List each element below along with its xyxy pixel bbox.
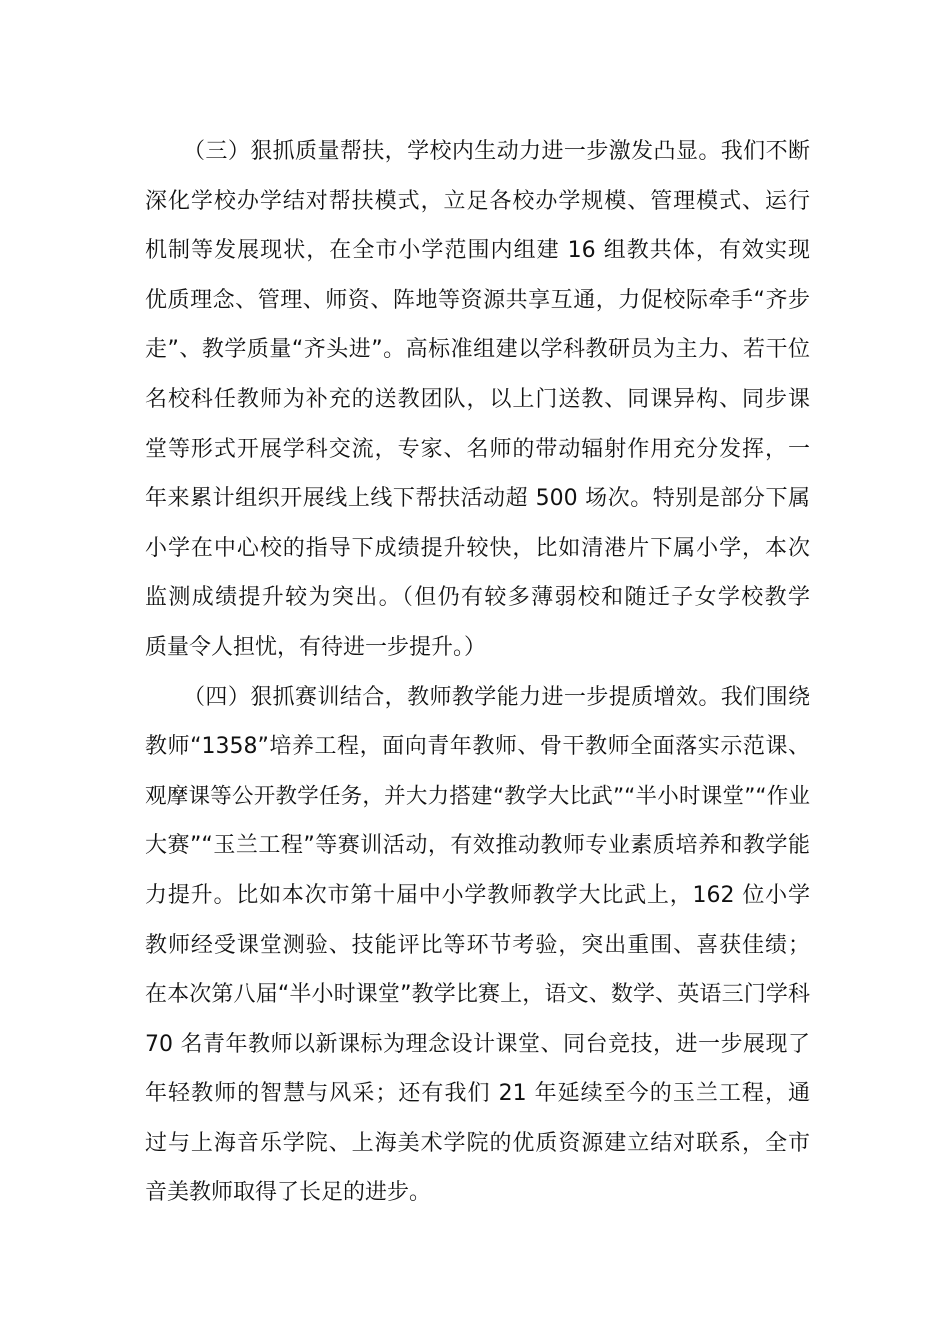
paragraph-line: 走”、教学质量“齐头进”。高标准组建以学科教研员为主力、若干位 xyxy=(145,337,810,363)
paragraph-line: 质量令人担忧，有待进一步提升。） xyxy=(145,634,487,660)
paragraph-line: （三）狠抓质量帮扶，学校内生动力进一步激发凸显。我们不断 xyxy=(183,139,810,164)
paragraph-line: 过与上海音乐学院、上海美术学院的优质资源建立结对联系，全市 xyxy=(145,1130,810,1156)
paragraph-line: 教师经受课堂测验、技能评比等环节考验，突出重围、喜获佳绩； xyxy=(145,932,810,958)
paragraph-line: 深化学校办学结对帮扶模式，立足各校办学规模、管理模式、运行 xyxy=(145,188,810,214)
paragraph-line: 音美教师取得了长足的进步。 xyxy=(145,1180,432,1206)
paragraph-line: 力提升。比如本次市第十届中小学教师教学大比武上，162 位小学 xyxy=(145,882,810,908)
paragraph-line: 名校科任教师为补充的送教团队，以上门送教、同课异构、同步课 xyxy=(145,386,810,412)
paragraph-line: 教师“1358”培养工程，面向青年教师、骨干教师全面落实示范课、 xyxy=(145,734,810,760)
paragraph-line: （四）狠抓赛训结合，教师教学能力进一步提质增效。我们围绕 xyxy=(183,684,810,710)
paragraph-line: 在本次第八届“半小时课堂”教学比赛上，语文、数学、英语三门学科 xyxy=(145,982,810,1008)
paragraph-line: 大赛”“玉兰工程”等赛训活动，有效推动教师专业素质培养和教学能 xyxy=(145,833,810,859)
paragraph-line: 监测成绩提升较为突出。（但仍有较多薄弱校和随迁子女学校教学 xyxy=(145,585,810,611)
paragraph-line: 年轻教师的智慧与风采；还有我们 21 年延续至今的玉兰工程，通 xyxy=(145,1081,810,1107)
paragraph-line: 小学在中心校的指导下成绩提升较快，比如清港片下属小学，本次 xyxy=(145,535,810,561)
paragraph-line: 优质理念、管理、师资、阵地等资源共享互通，力促校际牵手“齐步 xyxy=(145,287,810,313)
paragraph-line: 年来累计组织开展线上线下帮扶活动超 500 场次。特别是部分下属 xyxy=(145,486,810,512)
paragraph-teacher-training xyxy=(145,673,810,1219)
paragraph-line: 堂等形式开展学科交流，专家、名师的带动辐射作用充分发挥，一 xyxy=(145,436,810,462)
paragraph-line: 机制等发展现状，在全市小学范围内组建 16 组教共体，有效实现 xyxy=(145,238,810,264)
document-body xyxy=(145,127,810,1218)
paragraph-line: 70 名青年教师以新课标为理念设计课堂、同台竞技，进一步展现了 xyxy=(145,1031,810,1057)
paragraph-line: 观摩课等公开教学任务，并大力搭建“教学大比武”“半小时课堂”“作业 xyxy=(145,783,810,809)
paragraph-quality-support xyxy=(145,127,810,673)
